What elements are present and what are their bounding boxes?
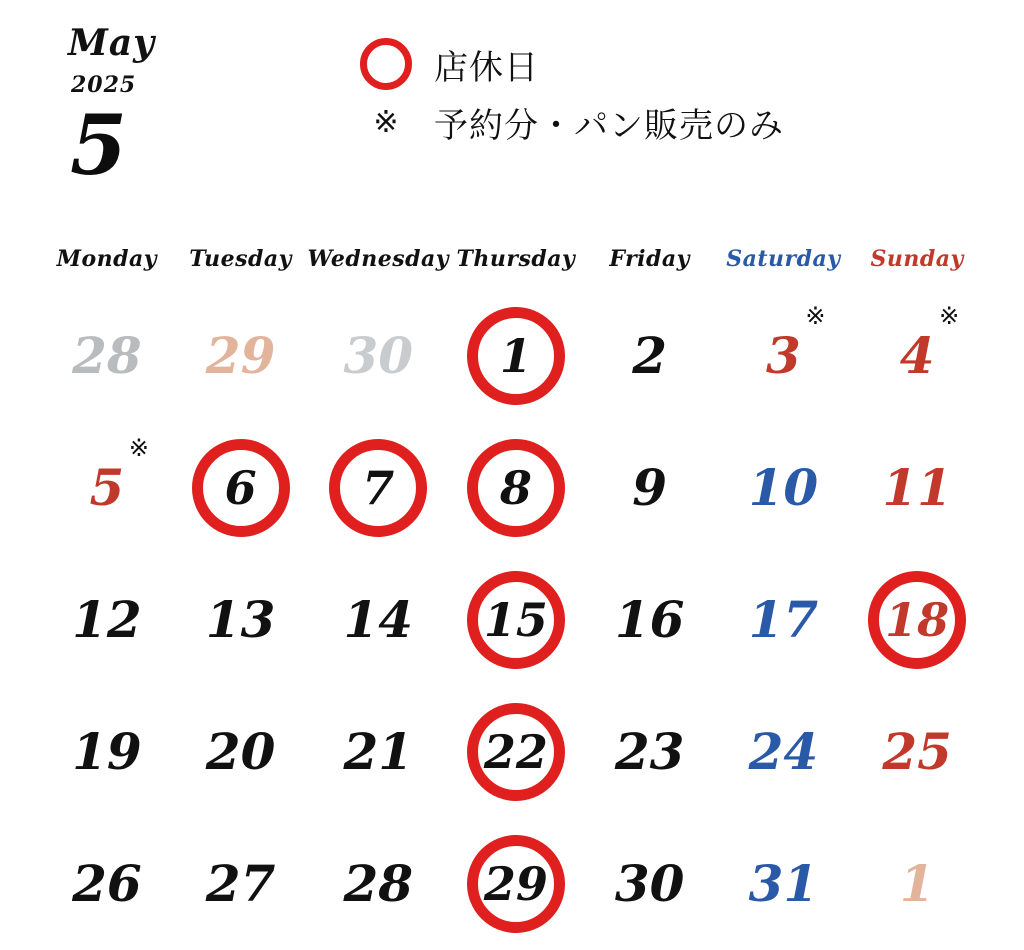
day-number: 28 [343, 854, 414, 913]
day-cell [40, 818, 174, 950]
day-cell [717, 422, 851, 554]
day-cell [40, 686, 174, 818]
day-cell [40, 554, 174, 686]
day-number: 25 [882, 722, 952, 781]
day-cell [307, 686, 449, 818]
day-cell [583, 422, 717, 554]
day-cell [717, 686, 851, 818]
day-number: 26 [72, 854, 142, 913]
day-cell [583, 554, 717, 686]
calendar-header [0, 0, 1024, 236]
day-note-asterisk-icon: ※ [805, 302, 826, 330]
day-cell [583, 290, 717, 422]
day-cell [307, 290, 449, 422]
day-cell-closed [449, 554, 583, 686]
weekday-header-friday: Friday [609, 246, 690, 272]
day-cell [174, 554, 308, 686]
legend [360, 36, 784, 147]
calendar-grid [40, 246, 984, 950]
day-cell [717, 818, 851, 950]
day-number: 31 [748, 854, 819, 913]
day-note-asterisk-icon: ※ [128, 434, 149, 462]
day-number: 8 [499, 461, 532, 515]
day-cell [850, 818, 984, 950]
month-number: 5 [70, 97, 128, 194]
day-number: 29 [205, 326, 276, 385]
day-number: 18 [885, 593, 950, 647]
day-number: 27 [205, 854, 276, 913]
day-number: 3 [766, 326, 801, 385]
day-cell [583, 686, 717, 818]
day-cell-closed [850, 554, 984, 686]
month-title-block [68, 22, 248, 194]
day-note-asterisk-icon: ※ [939, 302, 960, 330]
day-cell [307, 554, 449, 686]
day-cell-closed [449, 818, 583, 950]
day-number: 14 [343, 590, 414, 649]
day-cell-closed [449, 422, 583, 554]
day-number: 1 [899, 854, 935, 913]
day-number: 16 [614, 590, 685, 649]
day-number: 22 [483, 725, 548, 779]
weekday-header-wednesday: Wednesday [307, 246, 450, 272]
weekday-header-monday: Monday [56, 246, 158, 272]
day-number: 11 [882, 458, 952, 517]
day-cell [717, 290, 851, 422]
day-cell [850, 686, 984, 818]
day-cell-closed [449, 686, 583, 818]
day-number: 7 [362, 461, 395, 515]
asterisk-icon: ※ [373, 105, 399, 140]
day-cell [40, 290, 174, 422]
day-number: 15 [483, 593, 548, 647]
day-number: 19 [72, 722, 142, 781]
day-cell [717, 554, 851, 686]
day-cell-closed [174, 422, 308, 554]
legend-closed-row [360, 36, 784, 92]
year-label: 2025 [71, 71, 137, 98]
legend-closed-label: 店休日 [434, 47, 539, 88]
day-number: 2 [632, 326, 668, 385]
day-cell [174, 818, 308, 950]
day-cell-closed [449, 290, 583, 422]
day-number: 5 [89, 458, 125, 517]
day-cell [174, 686, 308, 818]
day-number: 12 [72, 590, 142, 649]
day-number: 1 [499, 329, 532, 383]
day-number: 24 [748, 722, 819, 781]
day-cell [850, 422, 984, 554]
month-name: May [68, 22, 156, 64]
day-number: 6 [224, 461, 257, 515]
day-number: 17 [748, 590, 819, 649]
day-cell [174, 290, 308, 422]
day-number: 28 [72, 326, 142, 385]
weekday-header-sunday: Sunday [870, 246, 964, 272]
red-circle-icon [360, 38, 412, 90]
weekday-header-saturday: Saturday [726, 246, 841, 272]
day-number: 20 [205, 722, 276, 781]
day-number: 23 [614, 722, 685, 781]
legend-note-label: 予約分・パン販売のみ [434, 106, 784, 146]
day-number: 9 [632, 458, 668, 517]
day-cell-closed [307, 422, 449, 554]
weekday-header-tuesday: Tuesday [189, 246, 292, 272]
day-number: 21 [343, 722, 414, 781]
day-cell [850, 290, 984, 422]
weekday-header-thursday: Thursday [456, 246, 576, 272]
day-cell [40, 422, 174, 554]
day-cell [307, 818, 449, 950]
day-number: 4 [899, 326, 935, 385]
day-number: 30 [343, 326, 414, 385]
day-number: 30 [614, 854, 685, 913]
day-number: 13 [205, 590, 276, 649]
day-number: 29 [483, 857, 548, 911]
legend-note-row [360, 98, 784, 147]
day-number: 10 [748, 458, 819, 517]
day-cell [583, 818, 717, 950]
